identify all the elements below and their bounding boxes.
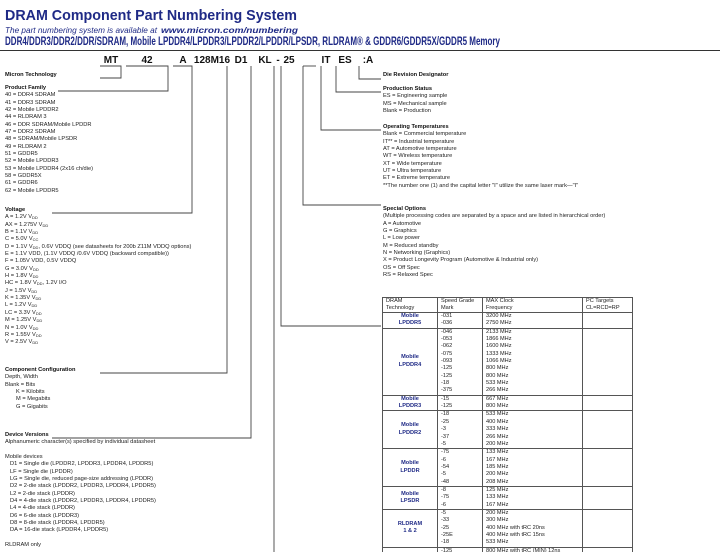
header-dram-technology: DRAM Technology [383, 298, 438, 313]
max-clock-frequency: 800 MHz [486, 372, 509, 379]
code-speed: 25 [283, 55, 295, 66]
max-clock-frequency: 800 MHz [486, 403, 509, 410]
special-option-item: M = Reduced standby [383, 242, 439, 249]
voltage-subscript: DD [36, 281, 43, 287]
dram-technology-cell [383, 449, 438, 487]
code-status: ES [338, 55, 352, 66]
speed-grade-cell [438, 328, 483, 395]
header-pc-targets: PC Targets CL=RCD=RP [583, 298, 633, 313]
max-clock-frequency: 185 MHz [486, 463, 509, 470]
product-family-item: 42 = Mobile LPDDR2 [5, 107, 59, 114]
voltage-subscript: DD [31, 288, 38, 294]
device-version-item: D8 = 8-die stack (LPDDR4, LPDDR5) [10, 520, 105, 527]
production-status-list [383, 93, 447, 115]
max-clock-frequency: 533 MHz [486, 539, 509, 546]
speed-grade-cell [438, 449, 483, 487]
voltage-text: V = 2.5V V [5, 339, 33, 346]
speed-grade-mark: -18 [441, 411, 450, 418]
max-clock-cell [483, 328, 583, 395]
max-clock-cell [483, 547, 583, 552]
voltage-text: B = 1.1V V [5, 229, 33, 236]
code-family: 42 [141, 55, 153, 66]
max-clock-frequency: 1600 MHz [486, 343, 512, 350]
voltage-list [5, 214, 191, 346]
device-version-item: D6 = 6-die stack (LPDDR3) [10, 512, 80, 519]
voltage-item [5, 332, 191, 339]
product-family-item: 61 = GDDR6 [5, 180, 38, 187]
product-family-section [5, 85, 93, 195]
voltage-subscript: DD [35, 332, 42, 338]
speed-grade-mark: -6 [441, 501, 446, 508]
voltage-item [5, 258, 191, 265]
speed-grade-mark: -031 [441, 313, 453, 319]
technology-name: Mobile [401, 422, 419, 429]
max-clock-frequency: 800 MHz with tRC (MIN) 12ns [486, 547, 561, 552]
max-clock-frequency: 1066 MHz [486, 358, 512, 365]
table-row [383, 509, 633, 547]
device-version-item: L2 = 2-die stack (LPDDR) [10, 490, 75, 497]
product-family-list [5, 92, 93, 195]
product-family-item: 44 = RLDRAM 3 [5, 114, 47, 121]
voltage-subscript: DD [32, 266, 39, 272]
component-config-item: Depth, Width [5, 374, 38, 381]
max-clock-frequency: 200 MHz [486, 440, 509, 447]
special-options-section [383, 206, 605, 279]
device-version-item: LG = Single die, reduced page-size addressing (LPDDR) [10, 476, 154, 483]
technology-name: Mobile [401, 395, 419, 402]
component-config-item: Blank = Bits [5, 381, 36, 388]
max-clock-frequency: 300 MHz [486, 517, 509, 524]
table-row [383, 395, 633, 411]
voltage-subscript: DD [32, 274, 39, 280]
operating-temps-list [383, 131, 578, 190]
dram-technology-cell [383, 547, 438, 552]
voltage-subscript: DD [32, 230, 39, 236]
product-family-item: 47 = DDR2 SDRAM [5, 129, 56, 136]
voltage-subscript: DD [42, 222, 49, 228]
max-clock-frequency: 1333 MHz [486, 350, 512, 357]
speed-grade-mark: -125 [441, 365, 453, 372]
speed-grade-mark: -48 [441, 478, 450, 485]
device-versions-desc: Alphanumeric character(s) specified by individual datasheet [5, 439, 156, 446]
product-family-item: 51 = GDDR5 [5, 151, 38, 158]
speed-grade-mark: -125 [441, 372, 453, 379]
voltage-suffix: , 0.6V VDDQ (see datasheets for 200b Z11M VDDQ options) [38, 243, 192, 250]
device-version-item: L4 = 4-die stack (LPDDR) [10, 505, 75, 512]
speed-grade-mark: -15 [441, 395, 450, 402]
max-clock-frequency: 533 MHz [486, 380, 509, 387]
technology-name: RLDRAM [397, 520, 423, 527]
max-clock-cell [483, 313, 583, 329]
special-option-item: N = Networking (Graphics) [383, 250, 451, 257]
dram-technology-cell [383, 328, 438, 395]
code-package: KL [258, 55, 272, 66]
pc-targets-cell [583, 486, 633, 509]
special-option-item: OS = Off Spec [383, 264, 420, 271]
code-device-version: D1 [234, 55, 248, 66]
voltage-text: L = 1.2V V [5, 302, 32, 309]
speed-grade-cell [438, 411, 483, 449]
component-config-title: Component Configuration [5, 367, 76, 373]
device-version-item: D1 = Single die (LPDDR2, LPDDR3, LPDDR4, LPDDR5) [10, 461, 154, 468]
max-clock-cell [483, 509, 583, 547]
max-clock-frequency: 800 MHz [486, 365, 509, 372]
operating-temp-item: XT = Wide temperature [383, 160, 442, 167]
max-clock-frequency: 667 MHz [486, 395, 509, 402]
device-version-item: D2 = 2-die stack (LPDDR2, LPDDR3, LPDDR4, LPDDR5) [10, 483, 156, 490]
code-mt: MT [103, 55, 119, 66]
voltage-section [5, 207, 191, 347]
voltage-item [5, 229, 191, 236]
device-versions-list [5, 461, 156, 534]
dram-technology-cell [383, 313, 438, 329]
voltage-item [5, 214, 191, 221]
component-config-section [5, 367, 75, 411]
product-family-item: 48 = SDRAM/Mobile LPSDR [5, 136, 78, 143]
component-config-unit: M = Megabits [16, 396, 51, 403]
voltage-text: E = 1.1V VDD, (1.1V VDDQ /0.6V VDDQ (backward compatible)) [5, 251, 169, 258]
special-option-item: X = Product Longevity Program (Automotive & Industrial only) [383, 257, 539, 264]
max-clock-frequency: 1866 MHz [486, 336, 512, 343]
technology-name: LPDDR2 [398, 429, 422, 436]
max-clock-frequency: 533 MHz [486, 411, 509, 418]
table-header-row [383, 298, 633, 313]
voltage-subscript: DD [35, 296, 42, 302]
max-clock-cell [483, 486, 583, 509]
max-clock-frequency: 2133 MHz [486, 328, 512, 335]
speed-grade-mark: -125 [441, 403, 453, 410]
device-version-item: LF = Single die (LPDDR) [10, 468, 73, 475]
pc-targets-cell [583, 547, 633, 552]
production-status-item: ES = Engineering sample [383, 93, 448, 100]
table-row [383, 328, 633, 395]
voltage-text: AX = 1.275V V [5, 221, 43, 228]
voltage-suffix: , 1.2V I/O [42, 280, 67, 287]
voltage-text: M = 1.25V V [5, 317, 37, 324]
max-clock-frequency: 400 MHz [486, 418, 509, 425]
product-family-item: 53 = Mobile LPDDR4 (2x16 ch/die) [5, 165, 94, 172]
voltage-text: A = 1.2V V [5, 214, 33, 221]
technology-name: Mobile [401, 490, 419, 497]
speed-grade-cell [438, 486, 483, 509]
voltage-item [5, 222, 191, 229]
operating-temp-item: WT = Wireless temperature [383, 153, 453, 160]
technology-name: LPDDR3 [398, 403, 422, 410]
micron-technology-section [5, 72, 57, 79]
voltage-subscript: DD [32, 325, 39, 331]
product-family-item: 58 = GDDR5X [5, 173, 42, 180]
max-clock-frequency: 266 MHz [486, 387, 509, 394]
page-title: DRAM Component Part Numbering System [5, 7, 297, 24]
speed-grade-cell [438, 509, 483, 547]
table-row [383, 411, 633, 449]
operating-temp-item: IT** = Industrial temperature [383, 138, 455, 145]
voltage-subscript: DD [32, 340, 39, 346]
operating-temp-item: AT = Automotive temperature [383, 146, 457, 153]
max-clock-frequency: 125 MHz [486, 486, 509, 493]
die-revision-title: Die Revision Designator [383, 72, 449, 78]
voltage-item [5, 280, 191, 287]
code-config: 128M16 [193, 55, 231, 66]
pc-targets-cell [583, 328, 633, 395]
die-revision-section [383, 72, 448, 79]
production-status-item: Blank = Production [383, 108, 431, 115]
speed-grade-cell [438, 395, 483, 411]
numbering-link[interactable]: www.micron.com/numbering [161, 26, 299, 35]
speed-grade-mark: -54 [441, 463, 450, 470]
speed-grade-mark: -75 [441, 449, 450, 456]
voltage-item [5, 236, 191, 243]
product-family-item: 46 = DDR SDRAM/Mobile LPDDR [5, 121, 92, 128]
speed-grade-mark: -5 [441, 471, 446, 478]
device-versions-title: Device Versions [5, 432, 49, 438]
voltage-text: F = 1.05V VDD, 0.5V VDDQ [5, 258, 77, 265]
voltage-item [5, 273, 191, 280]
code-dash: - [276, 55, 280, 66]
micron-technology-label: Micron Technology [5, 72, 57, 78]
speed-grade-mark: -5 [441, 440, 446, 447]
operating-temps-title: Operating Temperatures [383, 124, 449, 130]
voltage-text: HC = 1.8V V [5, 280, 37, 287]
max-clock-frequency: 3200 MHz [486, 313, 512, 319]
technology-name: 1 & 2 [403, 528, 417, 535]
technology-name: LPSDR [400, 497, 420, 504]
special-option-item: L = Low power [383, 235, 420, 242]
speed-grade-mark: -75 [441, 494, 450, 501]
technology-name: Mobile [401, 460, 419, 467]
code-voltage: A [179, 55, 187, 66]
voltage-item [5, 317, 191, 324]
operating-temp-item: Blank = Commercial temperature [383, 131, 467, 138]
voltage-item [5, 295, 191, 302]
table-row [383, 449, 633, 487]
technology-name: LPDDR4 [398, 361, 422, 368]
product-family-item: 62 = Mobile LPDDR5 [5, 187, 59, 194]
voltage-title: Voltage [5, 207, 26, 213]
pc-targets-cell [583, 313, 633, 329]
production-status-title: Production Status [383, 86, 432, 92]
technology-name: Mobile [401, 354, 419, 361]
dram-technology-cell [383, 509, 438, 547]
speed-grade-mark: -18 [441, 380, 450, 387]
mobile-devices-label: Mobile devices [5, 454, 43, 461]
speed-grade-mark: -093 [441, 358, 453, 365]
voltage-item [5, 339, 191, 346]
voltage-item [5, 310, 191, 317]
special-options-list [383, 213, 605, 279]
table-row [383, 313, 633, 329]
pc-targets-cell [583, 395, 633, 411]
production-status-item: MS = Mechanical sample [383, 100, 447, 107]
speed-grade-mark: -036 [441, 320, 453, 327]
speed-grade-mark: -062 [441, 343, 453, 350]
voltage-item [5, 266, 191, 273]
max-clock-frequency: 400 MHz with tRC 20ns [486, 524, 545, 531]
speed-grade-mark: -075 [441, 350, 453, 357]
speed-grade-mark: -053 [441, 336, 453, 343]
dram-technology-cell [383, 411, 438, 449]
component-config-unit: K = Kilobits [16, 389, 45, 396]
max-clock-cell [483, 411, 583, 449]
pc-targets-cell [583, 509, 633, 547]
voltage-item [5, 325, 191, 332]
max-clock-frequency: 2750 MHz [486, 320, 512, 327]
special-option-item: A = Automotive [383, 220, 422, 227]
speed-grade-mark: -3 [441, 426, 446, 433]
voltage-item [5, 288, 191, 295]
max-clock-frequency: 333 MHz [486, 426, 509, 433]
special-options-title: Special Options [383, 206, 426, 212]
voltage-text: C = 5.0V V [5, 236, 33, 243]
max-clock-frequency: 266 MHz [486, 433, 509, 440]
special-option-item: G = Graphics [383, 228, 417, 235]
speed-grade-mark: -18 [441, 539, 450, 546]
voltage-text: R = 1.55V V [5, 331, 36, 338]
max-clock-frequency: 400 MHz with tRC 15ns [486, 531, 545, 538]
operating-temp-item: UT = Ultra temperature [383, 168, 442, 175]
voltage-text: J = 1.5V V [5, 287, 32, 294]
speed-grade-mark: -25E [441, 531, 453, 538]
header-speed-grade: Speed Grade Mark [438, 298, 483, 313]
max-clock-frequency: 200 MHz [486, 509, 509, 516]
voltage-item [5, 244, 191, 251]
operating-temp-item: **The number one (1) and the capital letter "I" utilize the same laser mark—"I" [383, 182, 579, 189]
speed-grade-cell [438, 547, 483, 552]
operating-temps-section [383, 124, 578, 190]
max-clock-frequency: 133 MHz [486, 494, 509, 501]
pc-targets-cell [583, 449, 633, 487]
special-option-item: RS = Relaxed Spec [383, 272, 433, 279]
product-family-item: 40 = DDR4 SDRAM [5, 92, 56, 99]
voltage-subscript: DD [36, 318, 43, 324]
header-max-clock: MAX Clock Frequency [483, 298, 583, 313]
voltage-text: K = 1.35V V [5, 295, 36, 302]
speed-grade-mark: -046 [441, 328, 453, 335]
code-temp: IT [321, 55, 331, 66]
voltage-subscript: CC [32, 237, 39, 243]
voltage-text: D = 1.1V V [5, 243, 33, 250]
component-config-list [5, 374, 75, 411]
voltage-text: LC = 3.3V V [5, 309, 36, 316]
speed-grade-mark: -5 [441, 509, 446, 516]
max-clock-frequency: 167 MHz [486, 456, 509, 463]
dram-technology-cell [383, 486, 438, 509]
voltage-subscript: DD [32, 215, 38, 221]
max-clock-cell [483, 395, 583, 411]
speed-grade-table [382, 297, 633, 552]
operating-temp-item: ET = Extreme temperature [383, 175, 451, 182]
table-row [383, 486, 633, 509]
max-clock-frequency: 208 MHz [486, 478, 509, 485]
speed-grade-mark: -33 [441, 517, 450, 524]
speed-grade-mark: -25 [441, 418, 450, 425]
device-version-item: D4 = 4-die stack (LPDDR2, LPDDR3, LPDDR4, LPDDR5) [10, 498, 156, 505]
voltage-text: G = 3.0V V [5, 265, 33, 272]
pc-targets-cell [583, 411, 633, 449]
product-line-heading: DDR4/DDR3/DDR2/DDR/SDRAM, Mobile LPDDR4/LPDDR3/LPDDR2/LPDDR/LPSDR, RLDRAM® & GDDR6/GDDR5X/GDDR5 Memory [5, 36, 501, 48]
product-family-item: 49 = RLDRAM 2 [5, 143, 47, 150]
voltage-item [5, 251, 191, 258]
speed-grade-mark: -375 [441, 387, 453, 394]
technology-name: Mobile [401, 313, 419, 319]
production-status-section [383, 86, 447, 115]
speed-grade-mark: -25 [441, 524, 450, 531]
code-die-rev: :A [362, 55, 374, 66]
max-clock-cell [483, 449, 583, 487]
max-clock-frequency: 167 MHz [486, 501, 509, 508]
table-row [383, 547, 633, 552]
special-option-item: (Multiple processing codes are separated by a space and are listed in hierarchical order) [383, 213, 606, 220]
max-clock-frequency: 133 MHz [486, 449, 509, 456]
technology-name: LPDDR5 [398, 320, 422, 327]
voltage-subscript: DD [32, 244, 39, 250]
voltage-text: H = 1.8V V [5, 273, 33, 280]
voltage-text: N = 1.0V V [5, 324, 33, 331]
device-versions-section [5, 432, 156, 550]
component-config-unit: G = Gigabits [16, 403, 48, 410]
max-clock-frequency: 200 MHz [486, 471, 509, 478]
device-version-item: DA = 16-die stack (LPDDR4, LPDDR5) [10, 527, 109, 534]
dram-technology-cell [383, 395, 438, 411]
technology-name: LPDDR [400, 467, 420, 474]
speed-grade-mark: -8 [441, 486, 446, 493]
product-family-title: Product Family [5, 85, 47, 91]
speed-grade-cell [438, 313, 483, 329]
speed-grade-mark: -125 [441, 547, 453, 552]
voltage-subscript: DD [31, 303, 38, 309]
rldram-only-label: RLDRAM only [5, 542, 42, 549]
product-family-item: 41 = DDR3 SDRAM [5, 99, 56, 106]
product-family-item: 52 = Mobile LPDDR3 [5, 158, 59, 165]
speed-grade-mark: -37 [441, 433, 450, 440]
subtitle-text: The part numbering system is available at [5, 26, 158, 35]
voltage-item [5, 302, 191, 309]
voltage-subscript: DD [35, 310, 42, 316]
speed-grade-mark: -6 [441, 456, 446, 463]
